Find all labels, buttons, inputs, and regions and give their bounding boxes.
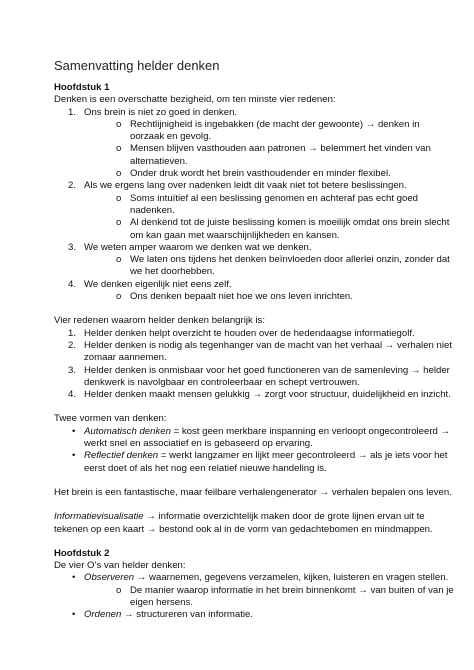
list-item: 1. Ons brein is niet zo goed in denken. (68, 106, 238, 118)
list-item: 4. Helder denken maakt mensen gelukkig → zorgt voor structuur, duidelijkheid en inzicht. (68, 389, 451, 401)
sub-item: o Mensen blijven vasthouden aan patronen → belemmert het vinden van alternatieven. (116, 143, 431, 167)
list-item: • Ordenen → structureren van informatie. (72, 609, 254, 621)
reasons-overrated-list (54, 107, 454, 304)
list-item: • Automatisch denken = kost geen merkbare inspanning en verloopt ongecontroleerd → werkt snel en associatief en is gebaseerd op ervaring. (72, 425, 451, 450)
visualisation-paragraph: Informatievisualisatie → informatie overzichtelijk maken door de grote lijnen ervan uit te tekenen op een kaart → bestond ook al in de vorm van gedachtebomen en mindmappen. (54, 511, 433, 535)
sub-item: o Rechtlijnigheid is ingebakken (de macht der gewoonte) → denken in oorzaak en gevolg. (116, 118, 420, 143)
sub-item: o Al denkend tot de juiste beslissing komen is moeilijk omdat ons brein slecht om kan gaan met waarschijnlijkheden en kansen. (116, 217, 450, 241)
list-item: • Observeren → waarnemen, gegevens verzamelen, kijken, luisteren en vragen stellen. (72, 572, 449, 584)
reasons-intro: Vier redenen waarom helder denken belangrijk is: (54, 315, 266, 327)
chapter-1-intro: Denken is een overschatte bezigheid, om ten minste vier redenen: (54, 94, 336, 106)
list-item: • Reflectief denken = werkt langzamer en lijkt meer gecontroleerd → als je iets voor het eerst doet of als het nog een relatief nieuwe handeling is. (72, 450, 448, 474)
page-title: Samenvatting helder denken (54, 58, 220, 73)
list-item: 4. We denken eigenlijk niet eens zelf. (68, 278, 232, 290)
chapter-1-heading: Hoofdstuk 1 (54, 82, 110, 93)
bullet-icon: • (72, 450, 76, 462)
brain-paragraph: Het brein is een fantastische, maar feilbare verhalengenerator → verhalen bepalen ons leven. (54, 486, 452, 498)
list-item: 2. Helder denken is nodig als tegenhanger van de macht van het verhaal → verhalen niet zomaar aannemen. (68, 339, 452, 364)
reasons-important-list (54, 328, 454, 402)
sub-item: o Onder druk wordt het brein vasthoudender en minder flexibel. (116, 168, 391, 180)
sub-item: o We laten ons tijdens het denken beïnvloeden door allerlei onzin, zonder dat we het doorhebben. (116, 254, 450, 278)
forms-list (54, 426, 454, 475)
list-item: 2. Als we ergens lang over nadenken leidt dit vaak niet tot betere beslissingen. (68, 180, 407, 192)
bullet-icon: • (72, 572, 76, 584)
list-item: 3. We weten amper waarom we denken wat we denken. (68, 241, 312, 253)
four-os-list (54, 572, 454, 621)
chapter-2-intro: De vier O’s van helder denken: (54, 560, 186, 572)
list-item: 3. Helder denken is onmisbaar voor het goed functioneren van de samenleving → helder denkwerk is navolgbaar en controleerbaar en schept vertrouwen. (68, 364, 450, 388)
bullet-icon: • (72, 425, 76, 437)
chapter-2-heading: Hoofdstuk 2 (54, 547, 110, 559)
bullet-icon: • (72, 609, 76, 621)
sub-item: o Ons denken bepaalt niet hoe we ons leven inrichten. (116, 291, 353, 303)
sub-item: o De manier waarop informatie in het brein binnenkomt → van buiten of van je eigen hersens. (116, 584, 454, 608)
forms-intro: Twee vormen van denken: (54, 413, 167, 425)
list-item: 1. Helder denken helpt overzicht te houden over de hedendaagse informatiegolf. (68, 327, 415, 339)
document-body (54, 82, 454, 622)
sub-item: o Soms intuïtief al een beslissing genomen en achteraf pas echt goed nadenken. (116, 192, 418, 216)
